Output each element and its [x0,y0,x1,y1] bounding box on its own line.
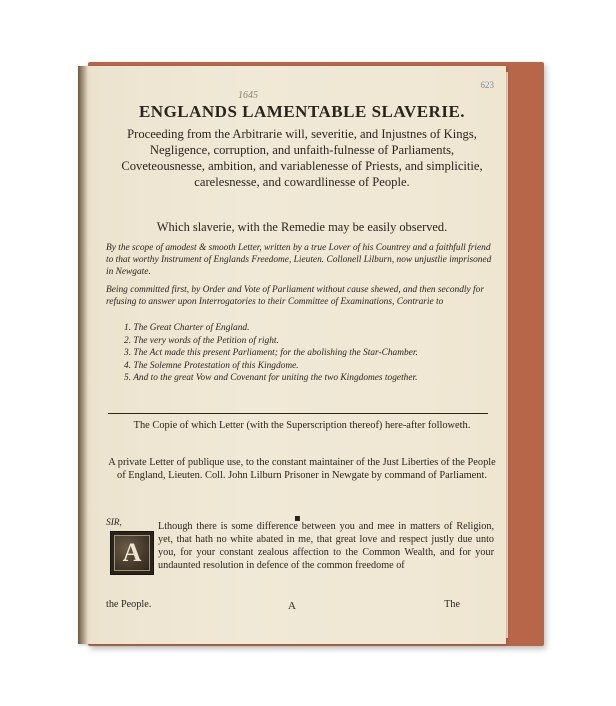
list-item: 5. And to the great Vow and Covenant for uniting the two Kingdomes together. [124,373,418,383]
ornament-dot: ▪ [294,513,301,524]
initial-letter: A [114,535,150,571]
copie-line: The Copie of which Letter (with the Superscription thereof) here-after followeth. [133,420,471,431]
letter-body-end: the People. [106,599,152,610]
subtitle: Proceeding from the Arbitrarie will, severitie, and Injustnes of Kings, Negligence, corruption, and unfaith-fulnesse of Parliaments, Coveteousnesse, ambition, and variablenesse of Priests, and simplicitie, carelesnesse, and cowardlinesse of People. [121,127,483,189]
letter-body: Lthough there is some difference between you and mee in matters of Religion, yet, that hath no white abated in me, that great love and respect justly due unto you, for your constant zealous affection to the Common Wealth, and for your undaunted resolution in defence of the common freedome of [158,521,494,571]
signature-mark: A [288,600,296,612]
contrarie-list [106,322,498,385]
page-title: ENGLANDS LAMENTABLE SLAVERIE. [138,102,466,121]
decorated-initial [110,531,154,575]
title-page [78,66,506,644]
spine-shadow [78,66,88,644]
which-line: Which slaverie, with the Remedie may be easily observed. [156,220,448,234]
pencil-number-note: 623 [480,80,494,90]
committed-paragraph: Being committed first, by Order and Vote of Parliament without cause shewed, and then secondly for refusing to answer upon Interrogatories to their Committee of Examinations, Contrarie to [106,285,484,307]
catchword: The [444,599,460,610]
divider-rule [108,413,488,414]
list-item: 4. The Solemne Protestation of this Kingdome. [124,360,299,371]
book [78,62,544,648]
list-item: 1. The Great Charter of England. [124,323,250,333]
pencil-year-note: 1645 [238,90,258,101]
scope-paragraph: By the scope of amodest & smooth Letter, written by a true Lover of his Countrey and a faithfull friend to that worthy Instrument of Englands Freedome, Lieuten. Collonell Lilburn, now unjustlie imprisoned in Newgate. [106,243,492,277]
list-item: 2. The very words of the Petition of right. [124,335,279,346]
private-letter-heading: A private Letter of publique use, to the constant maintainer of the Just Liberties of the People of England, Lieuten. Coll. John Lilburn Prisoner in Newgate by command of Parliament. [108,457,496,481]
salutation: SIR, [106,518,122,528]
list-item: 3. The Act made this present Parliament; for the abolishing the Star-Chamber. [124,348,418,358]
